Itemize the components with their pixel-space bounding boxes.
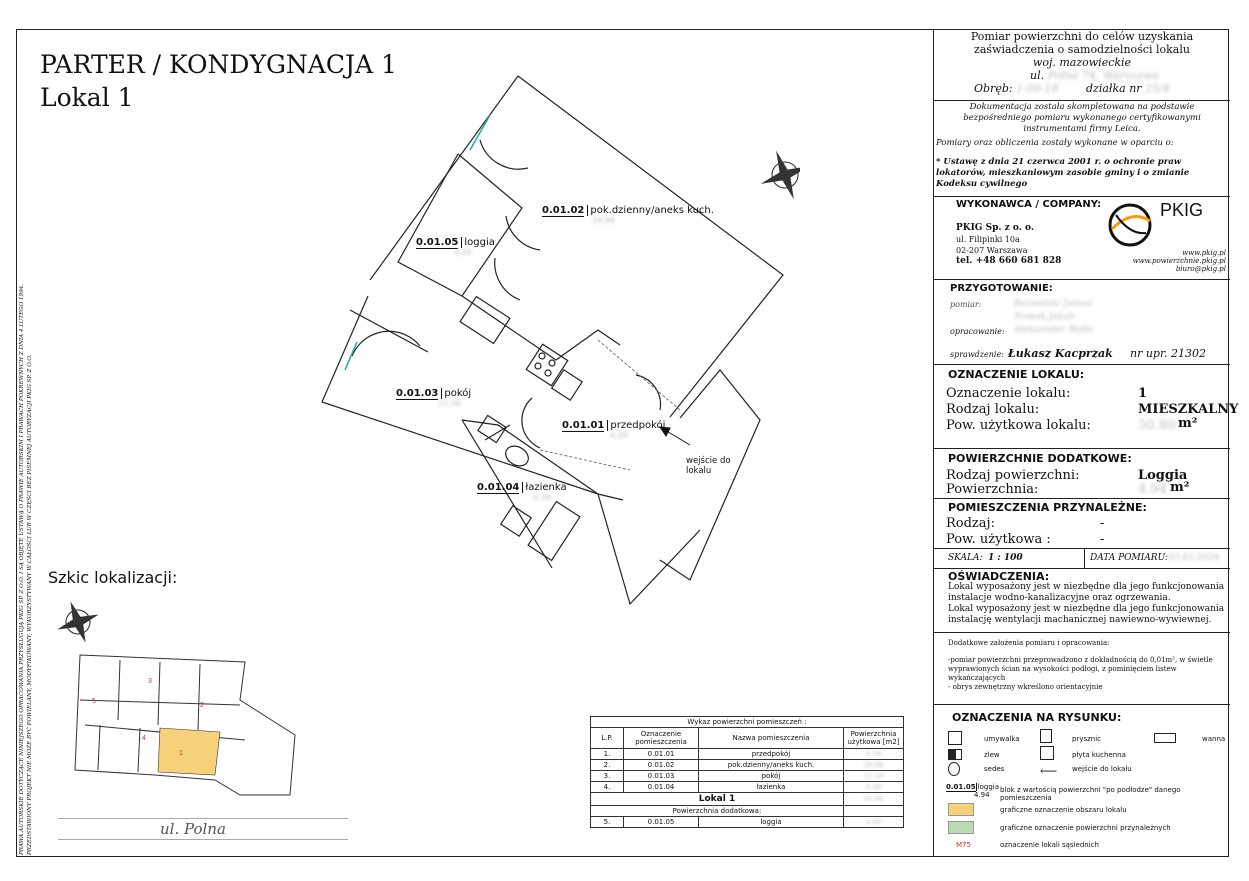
sink-icon <box>948 749 962 760</box>
doc-section: Dokumentacja została skompletowana na podstawie bezpośredniego pomiaru wykonanego certyfikowanymi instrumentami firmy Leica. Pomiary oraz obliczenia zostały wykonane w oparciu o: * Ustawę z dnia 21 czerwca 2001 r. o ochronie praw lokatorów, mieszkaniowym zasobie gminy i o zmianie Kodeksu cywilnego <box>934 101 1230 197</box>
title-block <box>933 29 1239 857</box>
extra-section: POWIERZCHNIE DODATKOWE: Rodzaj powierzchni: Loggia Powierzchnia: 4.94 m² <box>934 449 1230 499</box>
table-row: 5. 0.01.05 loggia 4.94 <box>591 817 904 828</box>
sketch-number-4: 4 <box>142 735 146 742</box>
table-title: Wykaz powierzchni pomieszczeń : <box>591 717 904 728</box>
room-label-0103: 0.01.03 pokój 12.16 <box>396 388 472 408</box>
summary-table: Wykaz powierzchni pomieszczeń : L.P. Oznaczenie pomieszczenia Nazwa pomieszczenia Powierzchnia użytkowa [m2] 1. 0.01.01 przedpokój 4.28 2. 0.01.02 pok.dzienny/aneks kuch. 29.98 3. 0.01.03 pokój 12.16 4. 0.01.04 łazienka 4.38 Lokal 1 50.80 Powierzchnia dodatkowa: 5. 0.01.05 loggia 4.94 <box>590 716 904 828</box>
intro-section: Pomiar powierzchni do celów uzyskania zaświadczenia o samodzielności lokalu woj. mazowieckie ul. Polna 74, Warszawa Obręb: 1-00-18 działka nr 25/4 <box>934 29 1230 101</box>
sketch-number-1: 1 <box>179 750 183 757</box>
location-sketch <box>55 600 305 800</box>
sketch-north-icon <box>55 600 106 650</box>
extra-area-label: Powierzchnia dodatkowa: <box>591 806 844 817</box>
statements-section: OŚWIADCZENIA: Lokal wyposażony jest w niezbędne dla jego funkcjonowania instalacje wodno-kanalizacyjne oraz ogrzewania. Lokal wyposażony jest w niezbędne dla jego funkcjonowania instalację wentylacji machanicznej nawiewno-wywiewnej. <box>934 569 1230 633</box>
table-row: 1. 0.01.01 przedpokój 4.28 <box>591 749 904 760</box>
sketch-number-2: 2 <box>200 702 204 709</box>
entrance-label: wejście do lokalu <box>686 456 731 476</box>
yellow-swatch <box>948 803 974 816</box>
company-section: WYKONAWCA / COMPANY: PKIG Sp. z o. o. ul. Filipinki 10a 02-207 Warszawa tel. +48 660 681 828 PKIG www.pkig.pl www.powierzchnie.pkig.pl biuro@pkig.pl <box>934 197 1230 280</box>
page-title: PARTER / KONDYGNACJA 1 <box>40 50 397 79</box>
room-label-0104: 0.01.04 łazienka 4.38 <box>477 482 567 502</box>
shower-icon <box>1040 729 1052 743</box>
toilet-icon <box>948 762 960 776</box>
north-arrow-icon <box>752 142 800 209</box>
copyright-note: PRAWA AUTORSKIE DOTYCZĄCE NINIEJSZEGO OPRACOWANIA PRZYSŁUGUJĄ PKIG SP. Z O.O. I SĄ OBJĘTE USTAWĄ O PRAWIE AUTORSKIM I PRAWACH POKREWNYCH Z DNIA 4 LUTEGO 1994. PRZEDSTAWIONY PROJEKT NIE MOŻE BYĆ POWIELANY, MODYFIKOWANY, WYKORZYSTYWANY W CAŁOŚCI LUB W CZĘŚCI BEZ PISEMNEJ AUTORYZACJI PKIG SP. Z O.O. <box>19 283 33 855</box>
street-name: ul. Polna <box>160 820 226 838</box>
bathtub-icon <box>1154 733 1176 743</box>
room-label-0105: 0.01.05 loggia 4.94 <box>416 237 495 257</box>
room-label-0102: 0.01.02 pok.dzienny/aneks kuch. 29.98 <box>542 205 714 225</box>
page-subtitle: Lokal 1 <box>40 83 134 112</box>
entrance-arrow-icon: ⟵ <box>1040 764 1058 778</box>
room-label-0101: 0.01.01 przedpokój 4.28 <box>562 420 666 440</box>
washbasin-icon <box>948 731 962 745</box>
unit-total-label: Lokal 1 <box>591 793 844 806</box>
floor-plan <box>300 70 800 630</box>
legend-block-sample: 0.01.05 loggia 4.94 <box>946 783 1000 799</box>
sketch-number-5: 5 <box>92 698 96 705</box>
appurtenant-section: POMIESZCZENIA PRZYNALEŻNE: Rodzaj: - Pow. użytkowa : - <box>934 499 1230 549</box>
globe-logo-icon <box>1102 199 1162 249</box>
green-swatch <box>948 821 974 834</box>
pkig-logo: PKIG <box>1160 200 1204 220</box>
cooktop-icon <box>1040 746 1054 760</box>
sketch-number-3: 3 <box>148 678 152 685</box>
unit-section: OZNACZENIE LOKALU: Oznaczenie lokalu: 1 Rodzaj lokalu: MIESZKALNY Pow. użytkowa lokalu: 50.80 m² <box>934 365 1230 449</box>
scale-section: SKALA: 1 : 100 DATA POMIARU: 03.03.2024 <box>934 549 1230 569</box>
table-row: 3. 0.01.03 pokój 12.16 <box>591 771 904 782</box>
table-row: 2. 0.01.02 pok.dzienny/aneks kuch. 29.98 <box>591 760 904 771</box>
legend-section: OZNACZENIA NA RYSUNKU: umywalka prysznic wanna zlew płyta kuchenna sedes ⟵ wejście do lokalu 0.01.05 loggia 4.94 blok z wartością powierzchni "po podłodze" danego pomieszczenia graficzne oznaczenie obszaru lokalu graficzne oznaczenie powierzchni przynależnych M75 oznaczenie lokali sąsiednich <box>946 711 1226 849</box>
assumptions-section: Dodatkowe założenia pomiaru i opracowania: -pomiar powierzchni przeprowadzono z dokładnością do 0,01m², w świetle wyprawionych ścian na wysokości podłogi, z pominięciem listew wykańczających - obrys zewnętrzny wkreślono orientacyjnie <box>934 633 1230 705</box>
table-row: 4. 0.01.04 łazienka 4.38 <box>591 782 904 793</box>
prep-section: PRZYGOTOWANIE: pomiar: Rozwidzki Janusz Nowak Jakub opracowanie: Aleksander Wolle sprawdzenie: Łukasz Kacprzak nr upr. 21302 <box>934 280 1230 365</box>
sketch-title: Szkic lokalizacji: <box>48 568 178 587</box>
